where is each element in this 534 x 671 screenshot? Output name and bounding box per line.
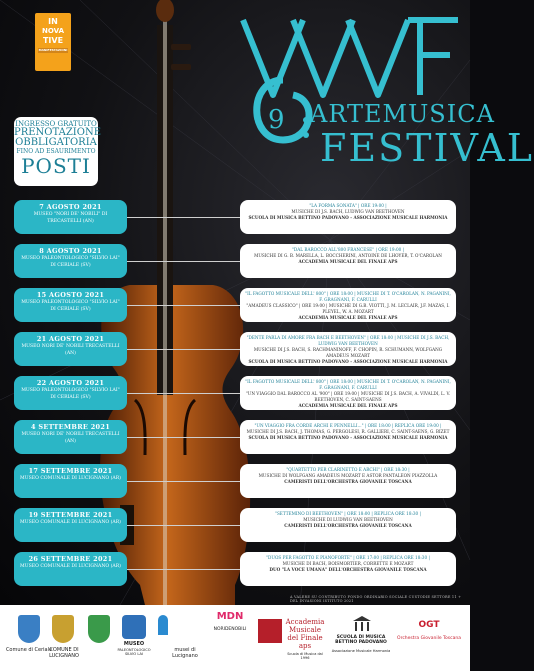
- logo-line-1: IN: [48, 17, 58, 26]
- event-details-box: [240, 508, 456, 542]
- event-place: MUSEO PALEONTOLOGICO "SILVIO LAI" DI CERIALE (SV): [21, 300, 120, 312]
- event-performers: DUO "LA VOCE UMANA" DELL'ORCHESTRA GIOVANILE TOSCANA: [269, 567, 427, 572]
- connector-line: [127, 525, 240, 526]
- event-date-box: [14, 552, 127, 586]
- festival-word: FESTIVAL: [320, 126, 534, 170]
- event-performers: CAMERISTI DELL'ORCHESTRA GIOVANILE TOSCANA: [284, 479, 412, 484]
- festival-name: ARTEMUSICA: [310, 100, 495, 128]
- info-booking: PRENOTAZIONE: [14, 127, 101, 138]
- event-performers: ACCADEMIA MUSICALE DEL FINALE APS: [298, 315, 398, 320]
- event-date: 22 AGOSTO 2021: [36, 379, 105, 387]
- ogt-logo: OGT: [418, 620, 440, 630]
- event-performers: ACCADEMIA MUSICALE DEL FINALE APS: [298, 259, 398, 264]
- logo-line-2: NOVA: [42, 27, 64, 35]
- connector-line: [127, 349, 240, 350]
- event-title: "SETTEMINO DI BEETHOVEN" | ORE 18:00 | REPLICA ORE 18:30 |: [275, 511, 421, 516]
- event-music: MUSICHE DI J.S. BACH, LUDWIG VAN BEETHOVEN: [291, 209, 405, 214]
- museo-label: MUSEO: [123, 641, 145, 647]
- info-free-entry: INGRESSO GRATUITO: [15, 120, 97, 128]
- mdn-sub-label: NORIDENOBILI: [213, 627, 247, 632]
- event-date-box: [14, 420, 127, 454]
- event-details-box: [240, 420, 456, 454]
- event-date-box: [14, 376, 127, 410]
- event-date-box: [14, 288, 127, 322]
- event-details-box: [240, 244, 456, 278]
- lucignano-crest-icon: [52, 615, 74, 643]
- event-performers: SCUOLA DI MUSICA BETTINO PADOVANO - ASSOCIAZIONE MUSICALE HARMONIA: [248, 435, 448, 440]
- info-posti: POSTI: [21, 154, 91, 178]
- event-date: 8 AGOSTO 2021: [39, 247, 102, 255]
- event-music: "AMADEUS CLASSICO" | ORE 19:00 | MUSICHE DI G.B. VIOTTI, J. M. LECLAIR, J.F. MAZAS, I. PLEYEL, W. A. MOZART: [246, 303, 450, 314]
- event-date: 7 AGOSTO 2021: [39, 203, 102, 211]
- event-title: "IL FAGOTTO MUSICALE DELL' 800" | ORE 18:00 | MUSICHE DI T. O'CAROLAN, N. PAGANINI, F. GRAGNANI, F. CARULLI: [245, 379, 451, 390]
- event-place: MUSEO "NORI DE' NOBILI" DI TRECASTELLI (AN): [33, 212, 108, 224]
- event-music: MUSICHE DI J.S. BACH, S. RACHMANINOFF, F. CHOPIN, R. SCHUMANN, WOLFGANG AMADEUS MOZART: [253, 347, 443, 358]
- lucignano-label: COMUNE DI LUCIGNANO: [49, 647, 79, 659]
- event-performers: SCUOLA DI MUSICA BETTINO PADOVANO - ASSOCIAZIONE MUSICALE HARMONIA: [248, 359, 448, 364]
- event-date: 19 SETTEMBRE 2021: [28, 511, 113, 519]
- event-date-box: [14, 244, 127, 278]
- event-music: MUSICHE DI G. B. MARELLA, L. BOCCHERINI, ANTOINE DE LHOYER, T. O'CAROLAN: [254, 253, 442, 258]
- event-music: MUSICHE DI LUDWIG VAN BEETHOVEN: [303, 517, 393, 522]
- event-details-box: [240, 200, 456, 234]
- event-music: "UN VIAGGIO DAL BAROCCO AL '900" | ORE 19:00 | MUSICHE DI J.S. BACH, A. VIVALDI, L. V. BEETHOVEN, C. SAINT-SAENS: [245, 391, 451, 402]
- event-title: "DENTE PARLA DI AMORE FRA BACH E BEETHOVEN" | ORE 18:00 | MUSICHE DI J.S. BACH, LUDWIG VAN BEETHOVEN: [246, 335, 450, 346]
- funding-note: A VALERE SU CONTRIBUTO FONDO ORDINARIO SOCIALE CUSTODIE SETTORE 11 + DEL INVASIONI ISTITUTO 2021: [290, 595, 462, 603]
- connector-line: [127, 393, 240, 394]
- musei-lucignano-label: musei di Lucignano: [172, 647, 198, 659]
- event-title: "DAL BAROCCO ALL'800 FRANCESE" | ORE 19:00 |: [291, 247, 405, 252]
- event-title: "DUOS PER FAGOTTO E PIANOFORTE" | ORE 17:00 | REPLICA ORE 18:30 |: [266, 555, 430, 560]
- accademia-label: Accademia Musicale del Finale aps: [285, 618, 325, 650]
- event-place: MUSEO COMUNALE DI LUCIGNANO (AR): [20, 564, 121, 569]
- event-date: 4 SETTEMBRE 2021: [30, 423, 111, 431]
- museo-sub-label: PALEONTOLOGICO SILVIO LAI: [117, 648, 151, 656]
- scuola-label: SCUOLA DI MUSICA BETTINO PADOVANO: [335, 635, 387, 645]
- event-music: MUSICHE DI J.S. BACH, J. THOMAS, G. PERGOLESI, R. GALLIERI, C. SAINT-SAENS, G. BIZET: [246, 429, 450, 434]
- museo-logo-icon: [122, 615, 146, 639]
- event-details-box: [240, 288, 456, 322]
- event-place: MUSEO COMUNALE DI LUCIGNANO (AR): [20, 520, 121, 525]
- event-performers: SCUOLA DI MUSICA BETTINO PADOVANO - ASSOCIAZIONE MUSICALE HARMONIA: [248, 215, 448, 220]
- event-title: "IL FAGOTTO MUSICALE DELL' 800" | ORE 18:00 | MUSICHE DI T. O'CAROLAN, N. PAGANINI, F. GRAGNANI, F. CARULLI: [245, 291, 451, 302]
- connector-line: [127, 261, 240, 262]
- footer-sponsors: [0, 605, 470, 671]
- event-date: 17 SETTEMBRE 2021: [28, 467, 113, 475]
- info-box: [14, 117, 101, 186]
- info-until: FINO AD ESAURIMENTO: [16, 148, 96, 155]
- scuola-sub-label: Associazione Musicale Harmonia: [331, 649, 391, 653]
- event-date: 15 AGOSTO 2021: [36, 291, 105, 299]
- connector-line: [127, 437, 240, 438]
- innovative-logo: [35, 13, 71, 71]
- event-date: 21 AGOSTO 2021: [36, 335, 105, 343]
- event-performers: CAMERISTI DELL'ORCHESTRA GIOVANILE TOSCANA: [284, 523, 412, 528]
- event-date: 26 SETTEMBRE 2021: [28, 555, 113, 563]
- event-date-box: [14, 332, 127, 366]
- edition-number: 9: [268, 105, 285, 135]
- logo-line-3: TIVE: [42, 36, 64, 45]
- event-title: "UN VIAGGIO FRA CORDE ARCHI E PENNELLI..." | ORE 18:00 | REPLICA ORE 19:00 |: [254, 423, 442, 428]
- pillars-icon: [352, 615, 372, 633]
- connector-line: [127, 217, 240, 218]
- accademia-sub-label: Scuola di Musica dal 1996: [287, 652, 323, 660]
- event-place: MUSEO COMUNALE DI LUCIGNANO (AR): [20, 476, 121, 481]
- ceriale-crest-icon: [18, 615, 40, 643]
- event-performers: ACCADEMIA MUSICALE DEL FINALE APS: [298, 403, 398, 408]
- event-place: MUSEO PALEONTOLOGICO "SILVIO LAI" DI CERIALE (SV): [21, 388, 120, 400]
- event-date-box: [14, 508, 127, 542]
- event-music: MUSICHE DI BACH, BOISMORTIER, CORRETTE E MOZART: [282, 561, 414, 566]
- logo-line-4: MANIFESTAZIONI: [38, 48, 68, 52]
- event-date-box: [14, 464, 127, 498]
- event-place: MUSEO NORI DE' NOBILI TRECASTELLI (AN): [21, 344, 120, 356]
- event-date-box: [14, 200, 127, 234]
- event-title: "LA FORMA SONATA" | ORE 19:00 |: [309, 203, 387, 208]
- event-place: MUSEO PALEONTOLOGICO "SILVIO LAI" DI CERIALE (SV): [21, 256, 120, 268]
- event-place: MUSEO NORI DE' NOBILI TRECASTELLI (AN): [21, 432, 120, 444]
- event-title: "QUARTETTO PER CLARINETTO E ARCHI" | ORE 18:30 |: [286, 467, 410, 472]
- ogt-label: Orchestra Giovanile Toscana: [397, 636, 461, 641]
- connector-line: [127, 569, 240, 570]
- ceriale-label: Comune di Ceriale: [5, 647, 53, 653]
- event-details-box: [240, 332, 456, 366]
- event-details-box: [240, 552, 456, 586]
- event-details-box: [240, 464, 456, 498]
- mdn-logo: MDN: [216, 611, 244, 622]
- accademia-logo-icon: [258, 619, 282, 643]
- region-crest-icon: [88, 615, 110, 643]
- event-music: MUSICHE DI WOLFGANG AMADEUS MOZART E ASTOR PANTALEON PIAZZOLLA: [258, 473, 438, 478]
- connector-line: [127, 481, 240, 482]
- drop-logo-icon: [158, 615, 168, 635]
- event-details-box: [240, 376, 456, 410]
- connector-line: [127, 305, 240, 306]
- info-mandatory: OBBLIGATORIA: [15, 137, 97, 148]
